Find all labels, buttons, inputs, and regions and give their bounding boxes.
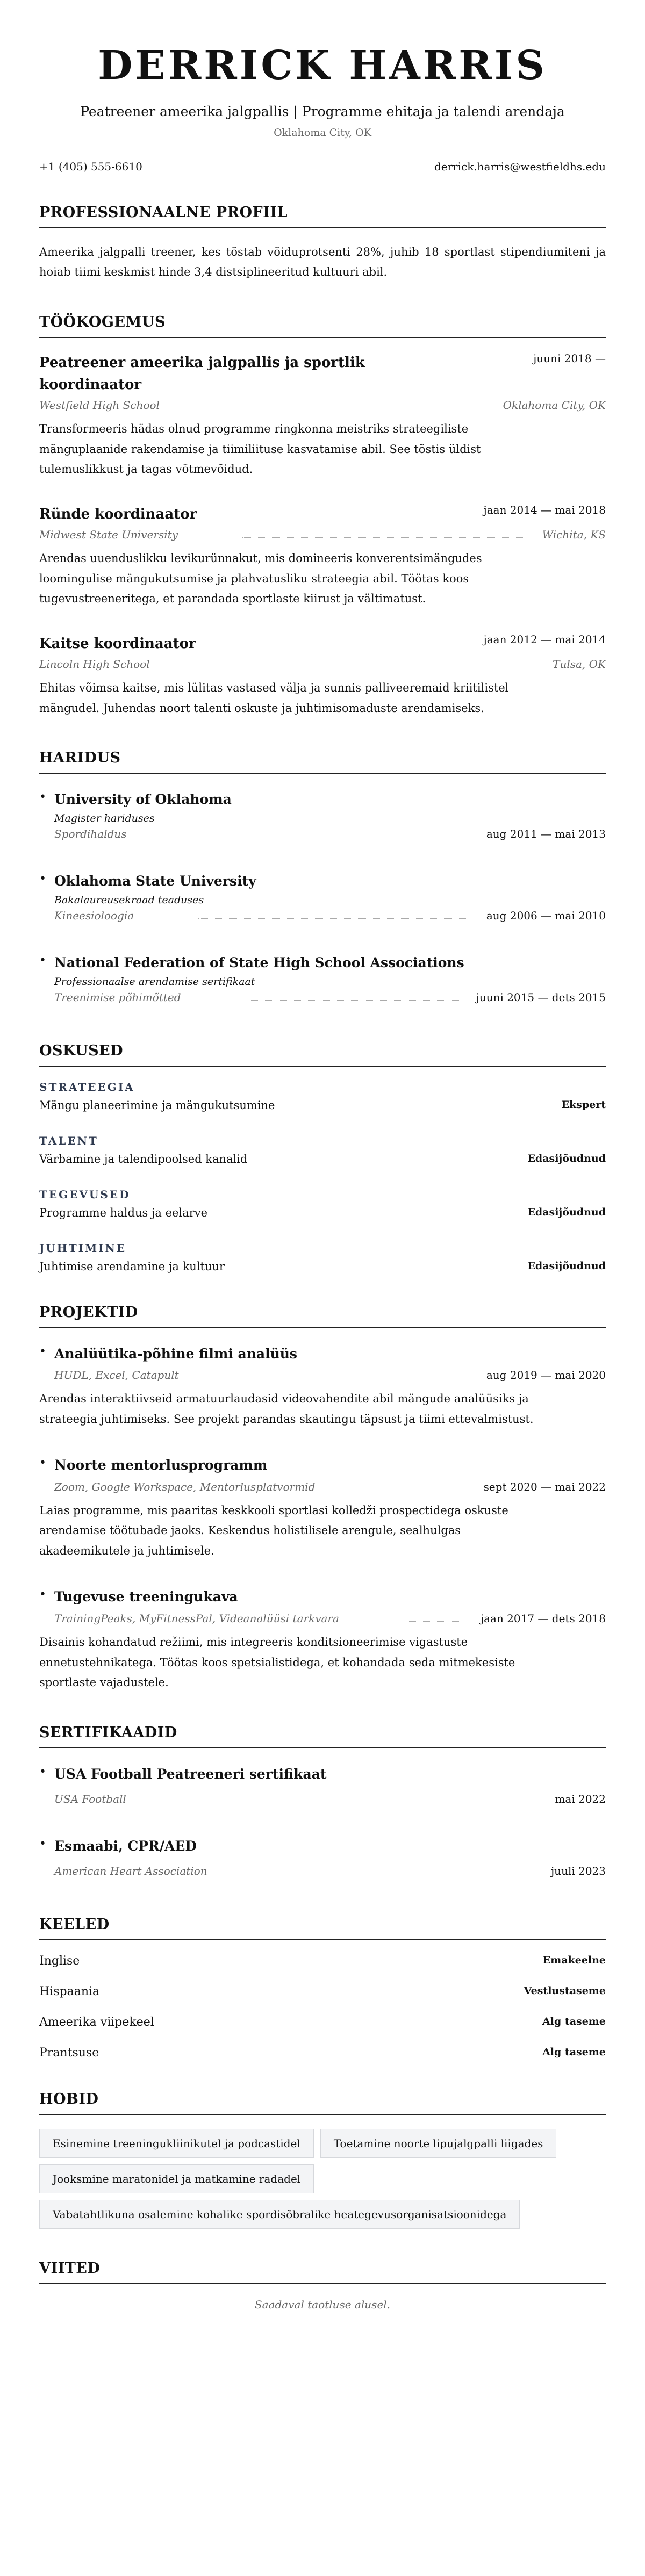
language-name: Inglise bbox=[39, 1954, 80, 1968]
project-description: Laias programme, mis paaritas keskkooli sportlasi kolledži prospectidega oskuste arendamise töötubade jaoks. Keskendus holistilisele arengule, sealhulgas akadeemikutele ja juhtimisele. bbox=[39, 1503, 508, 1558]
location: Oklahoma City, OK bbox=[274, 126, 371, 139]
hobby-chip: Jooksmine maratonidel ja matkamine radadel bbox=[39, 2164, 314, 2193]
phone: +1 (405) 555-6610 bbox=[39, 160, 142, 173]
references-section bbox=[39, 2260, 606, 2311]
company: Midwest State University bbox=[39, 528, 178, 541]
language-name: Hispaania bbox=[39, 1984, 100, 1998]
job-date: juuni 2018 — bbox=[533, 351, 606, 365]
job-title: Ründe koordinaator bbox=[39, 506, 197, 523]
certifications-section bbox=[39, 1724, 606, 1885]
job-title: Peatreener ameerika jalgpallis ja sportlik koordinaator bbox=[39, 354, 365, 393]
skill-name: Programme haldus ja eelarve bbox=[39, 1206, 208, 1219]
language-name: Prantsuse bbox=[39, 2046, 99, 2060]
project-tools: Zoom, Google Workspace, Mentorlusplatvormid bbox=[54, 1480, 316, 1493]
dotted-leader bbox=[242, 537, 526, 538]
language-name: Ameerika viipekeel bbox=[39, 2015, 154, 2029]
bullet-icon: • bbox=[39, 872, 46, 886]
skill-category: STRATEEGIA bbox=[39, 1080, 135, 1093]
skill-category: TEGEVUSED bbox=[39, 1188, 131, 1201]
certification-name: Esmaabi, CPR/AED bbox=[54, 1838, 197, 1854]
certification-name: USA Football Peatreeneri sertifikaat bbox=[54, 1766, 327, 1782]
skill-level: Edasijõudnud bbox=[527, 1260, 606, 1272]
education-entry bbox=[39, 788, 606, 848]
skill-group bbox=[39, 1188, 606, 1219]
bullet-icon: • bbox=[39, 1588, 46, 1602]
project-date: sept 2020 — mai 2022 bbox=[483, 1480, 606, 1493]
skill-group bbox=[39, 1134, 606, 1165]
profile-section bbox=[39, 204, 606, 283]
languages-section bbox=[39, 1916, 606, 2060]
project-tools: TrainingPeaks, MyFitnessPal, Videanalüüsi tarkvara bbox=[54, 1611, 339, 1625]
project-description: Arendas interaktiivseid armatuurlaudasid videovahendite abil mängude analüüsiks ja strateegia juhtimiseks. See projekt parandas skautingu täpsust ja tiimi ettevalmistust. bbox=[39, 1392, 534, 1426]
language-row bbox=[39, 2046, 606, 2060]
degree: Magister hariduses bbox=[54, 812, 155, 825]
school-name: National Federation of State High School Associations bbox=[54, 954, 464, 970]
job-description: Ehitas võimsa kaitse, mis lülitas vastased välja ja sunnis palliveeremaid kriitilistel mängudel. Juhendas noort talenti oskuste ja juhtimisomaduste arendamiseks. bbox=[39, 681, 509, 715]
company: Westfield High School bbox=[39, 398, 160, 412]
job-location: Oklahoma City, OK bbox=[503, 398, 606, 412]
dotted-leader bbox=[404, 1621, 464, 1622]
hobby-chip: Toetamine noorte lipujalgpalli liigades bbox=[320, 2129, 557, 2158]
job-location: Wichita, KS bbox=[542, 528, 606, 541]
certification-entry bbox=[39, 1762, 606, 1813]
skills-section bbox=[39, 1042, 606, 1273]
language-level: Emakeelne bbox=[542, 1954, 606, 1966]
section-heading: HARIDUS bbox=[39, 750, 606, 774]
project-entry bbox=[39, 1454, 606, 1562]
section-heading: PROFESSIONAALNE PROFIIL bbox=[39, 204, 606, 228]
job-description: Arendas uuenduslikku levikurünnakut, mis domineeris konverentsimängudes loomingulise mängukutsumise ja plahvatusliku strateegia abil. Töötas koos tugevustreeneritega, et parandada sportlaste kiirust ja vältimatust. bbox=[39, 551, 482, 606]
degree: Bakalaureusekraad teaduses bbox=[54, 894, 204, 906]
education-date: aug 2011 — mai 2013 bbox=[486, 828, 606, 841]
certification-issuer: American Heart Association bbox=[54, 1864, 207, 1877]
bullet-icon: • bbox=[39, 1456, 46, 1470]
skill-category: TALENT bbox=[39, 1134, 98, 1147]
certification-date: mai 2022 bbox=[555, 1792, 606, 1805]
email[interactable]: derrick.harris@westfieldhs.edu bbox=[434, 160, 606, 173]
section-heading: PROJEKTID bbox=[39, 1304, 606, 1328]
education-entry bbox=[39, 951, 606, 1011]
field-of-study: Treenimise põhimõtted bbox=[54, 990, 181, 1004]
field-of-study: Kineesioloogia bbox=[54, 909, 134, 922]
hobby-chip: Esinemine treeningukliinikutel ja podcastidel bbox=[39, 2129, 314, 2158]
bullet-icon: • bbox=[39, 1344, 46, 1358]
language-level: Vestlustaseme bbox=[524, 1984, 606, 1997]
skill-level: Edasijõudnud bbox=[527, 1152, 606, 1164]
references-text: Saadaval taotluse alusel. bbox=[254, 2298, 391, 2311]
language-row bbox=[39, 1985, 606, 1998]
job-entry bbox=[39, 503, 606, 609]
education-date: aug 2006 — mai 2010 bbox=[486, 909, 606, 922]
bullet-icon: • bbox=[39, 953, 46, 967]
job-location: Tulsa, OK bbox=[553, 657, 606, 671]
certification-entry bbox=[39, 1834, 606, 1885]
job-title: Kaitse koordinaator bbox=[39, 636, 196, 652]
bullet-icon: • bbox=[39, 790, 46, 804]
bullet-icon: • bbox=[39, 1837, 46, 1851]
company: Lincoln High School bbox=[39, 657, 150, 671]
skill-name: Juhtimise arendamine ja kultuur bbox=[39, 1260, 225, 1273]
degree: Professionaalse arendamise sertifikaat bbox=[54, 975, 255, 988]
school-name: Oklahoma State University bbox=[54, 873, 256, 889]
profile-text: Ameerika jalgpalli treener, kes tõstab võiduprotsenti 28%, juhib 18 sportlast stipendiumiteni ja hoiab tiimi keskmist hinde 3,4 distsiplineeritud kultuuri abil. bbox=[39, 245, 606, 279]
bullet-icon: • bbox=[39, 1765, 46, 1779]
certification-issuer: USA Football bbox=[54, 1792, 126, 1805]
skill-name: Värbamine ja talendipoolsed kanalid bbox=[39, 1152, 248, 1165]
experience-section bbox=[39, 314, 606, 719]
job-entry bbox=[39, 352, 606, 480]
hobby-chip: Vabatahtlikuna osalemine kohalike spordisõbralike heategevusorganisatsioonidega bbox=[39, 2200, 520, 2229]
project-date: jaan 2017 — dets 2018 bbox=[480, 1611, 606, 1625]
skill-category: JUHTIMINE bbox=[39, 1241, 127, 1255]
language-level: Alg taseme bbox=[542, 2015, 606, 2027]
project-name: Noorte mentorlusprogramm bbox=[54, 1457, 268, 1473]
skill-level: Ekspert bbox=[561, 1098, 606, 1111]
school-name: University of Oklahoma bbox=[54, 791, 232, 808]
project-name: Tugevuse treeningukava bbox=[54, 1589, 238, 1605]
project-description: Disainis kohandatud režiimi, mis integreeris konditsioneerimise vigastuste ennetustehnikatega. Töötas koos spetsialistidega, et kohandada seda mitmekesiste sportlaste vajadustele. bbox=[39, 1635, 515, 1689]
skill-group bbox=[39, 1081, 606, 1112]
project-entry bbox=[39, 1342, 606, 1430]
section-heading: VIITED bbox=[39, 2260, 606, 2284]
education-date: juuni 2015 — dets 2015 bbox=[476, 990, 606, 1004]
field-of-study: Spordihaldus bbox=[54, 828, 127, 841]
job-entry bbox=[39, 633, 606, 718]
job-date: jaan 2012 — mai 2014 bbox=[483, 633, 606, 646]
dotted-leader bbox=[246, 1000, 460, 1001]
project-tools: HUDL, Excel, Catapult bbox=[54, 1369, 179, 1382]
job-description: Transformeeris hädas olnud programme ringkonna meistriks strateegiliste mänguplaanide rakendamise ja tiimiliituse kasvatamise abil. See tõstis üldist tulemuslikkust ja tagas võtmevõidud. bbox=[39, 422, 481, 476]
skill-group bbox=[39, 1242, 606, 1273]
language-level: Alg taseme bbox=[542, 2046, 606, 2058]
skill-level: Edasijõudnud bbox=[527, 1206, 606, 1218]
language-row bbox=[39, 2016, 606, 2029]
section-heading: TÖÖKOGEMUS bbox=[39, 314, 606, 338]
skill-name: Mängu planeerimine ja mängukutsumine bbox=[39, 1098, 275, 1112]
projects-section bbox=[39, 1304, 606, 1694]
job-date: jaan 2014 — mai 2018 bbox=[483, 503, 606, 517]
name: DERRICK HARRIS bbox=[98, 42, 547, 89]
section-heading: KEELED bbox=[39, 1916, 606, 1940]
hobbies-section bbox=[39, 2091, 606, 2229]
education-section bbox=[39, 750, 606, 1011]
education-entry bbox=[39, 869, 606, 930]
resume-header bbox=[39, 42, 606, 173]
section-heading: HOBID bbox=[39, 2091, 606, 2115]
project-date: aug 2019 — mai 2020 bbox=[486, 1369, 606, 1382]
section-heading: OSKUSED bbox=[39, 1042, 606, 1067]
section-heading: SERTIFIKAADID bbox=[39, 1724, 606, 1748]
headline: Peatreener ameerika jalgpallis | Programme ehitaja ja talendi arendaja bbox=[80, 103, 565, 119]
contact-row bbox=[39, 160, 606, 173]
project-name: Analüütika-põhine filmi analüüs bbox=[54, 1345, 298, 1362]
language-row bbox=[39, 1954, 606, 1968]
dotted-leader bbox=[198, 918, 470, 919]
project-entry bbox=[39, 1585, 606, 1693]
certification-date: juuli 2023 bbox=[550, 1864, 606, 1877]
